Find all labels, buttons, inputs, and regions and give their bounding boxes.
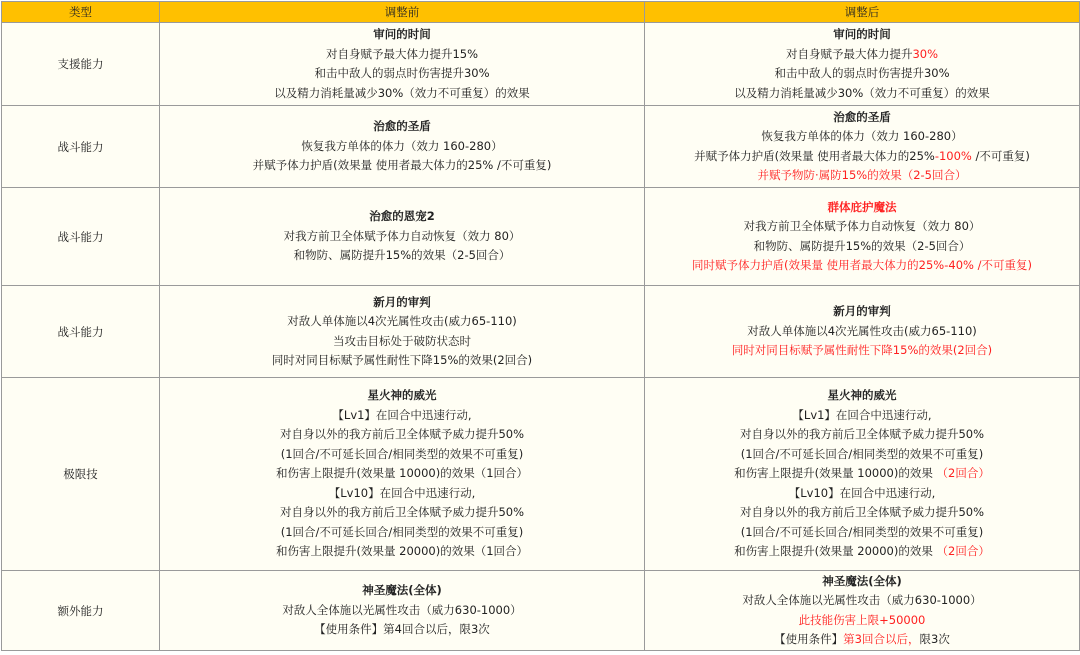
cell-after xyxy=(645,106,1080,188)
cell-type: 额外能力 xyxy=(2,571,160,651)
text-line xyxy=(164,332,640,352)
text-line xyxy=(164,293,640,313)
text-segment: 和物防、属防提升15%的效果（2-5回合） xyxy=(293,248,511,263)
text-line xyxy=(164,156,640,176)
text-segment: 审问的时间 xyxy=(833,27,891,41)
text-segment: 和伤害上限提升(效果量 20000)的效果 xyxy=(734,544,937,559)
text-segment: 和伤害上限提升(效果量 10000)的效果（1回合） xyxy=(275,466,529,481)
text-line xyxy=(164,246,640,266)
text-segment: 和伤害上限提升(效果量 10000)的效果 xyxy=(734,466,937,481)
text-segment: 治愈的圣盾 xyxy=(833,109,891,124)
text-segment: 【Lv1】在回合中迅速行动, xyxy=(332,407,472,422)
text-segment: 对我方前卫全体赋予体力自动恢复（效力 80） xyxy=(743,219,981,233)
text-segment: 审问的时间 xyxy=(373,27,431,41)
text-segment: 和物防、属防提升15%的效果（2-5回合） xyxy=(753,238,971,253)
text-line xyxy=(164,601,640,621)
text-segment: 对敌人全体施以光属性攻击（威力630-1000） xyxy=(282,602,522,617)
text-segment: 星火神的威光 xyxy=(367,388,437,403)
text-line xyxy=(649,217,1075,237)
text-line xyxy=(649,503,1075,523)
text-line xyxy=(649,45,1075,65)
header-type: 类型 xyxy=(2,2,160,23)
header-after: 调整后 xyxy=(645,2,1080,23)
cell-before xyxy=(160,571,645,651)
cell-type: 战斗能力 xyxy=(2,188,160,286)
text-line xyxy=(649,591,1075,611)
cell-type: 极限技 xyxy=(2,378,160,571)
text-segment: 治愈的圣盾 xyxy=(373,119,431,134)
text-segment: 并赋予物防·属防15%的效果（2-5回合） xyxy=(757,168,967,182)
text-line xyxy=(649,484,1075,504)
text-segment: 对自身以外的我方前后卫全体赋予威力提升50% xyxy=(279,505,525,520)
text-segment: 以及精力消耗量减少30%（效力不可重复）的效果 xyxy=(734,85,990,100)
text-line xyxy=(164,25,640,45)
text-line xyxy=(649,611,1075,631)
text-line xyxy=(649,445,1075,465)
text-line xyxy=(164,45,640,65)
text-segment: 神圣魔法(全体) xyxy=(362,583,442,598)
text-line xyxy=(649,630,1075,650)
text-line xyxy=(164,117,640,137)
text-line xyxy=(164,137,640,157)
cell-before xyxy=(160,286,645,378)
table-row xyxy=(2,106,1080,188)
text-segment: 神圣魔法(全体) xyxy=(822,573,902,588)
table-row xyxy=(2,571,1080,651)
text-line xyxy=(649,256,1075,276)
text-line xyxy=(649,147,1075,167)
text-segment: 同时赋予体力护盾(效果量 使用者最大体力的25%-40% /不可重复) xyxy=(692,258,1032,272)
text-segment: 并赋予体力护盾(效果量 使用者最大体力的25% xyxy=(694,148,935,163)
text-segment: （2回合） xyxy=(936,466,990,481)
text-line xyxy=(649,523,1075,543)
text-segment: 对敌人全体施以光属性攻击（威力630-1000） xyxy=(742,593,982,607)
text-segment: 【Lv10】在回合中迅速行动, xyxy=(328,485,476,500)
text-segment: 治愈的恩宠2 xyxy=(369,209,435,224)
text-line xyxy=(164,207,640,227)
text-line xyxy=(164,523,640,543)
cell-type: 支援能力 xyxy=(2,23,160,106)
text-segment: 此技能伤害上限+50000 xyxy=(798,612,926,627)
text-segment: 对自身以外的我方前后卫全体赋予威力提升50% xyxy=(739,427,985,442)
table-row xyxy=(2,286,1080,378)
text-segment: 以及精力消耗量减少30%（效力不可重复）的效果 xyxy=(274,85,530,100)
cell-after xyxy=(645,378,1080,571)
text-segment: 限3次 xyxy=(919,632,950,646)
text-line xyxy=(164,84,640,104)
text-line xyxy=(649,406,1075,426)
text-segment: 对自身以外的我方前后卫全体赋予威力提升50% xyxy=(279,427,525,442)
text-segment: 并赋予体力护盾(效果量 使用者最大体力的25% /不可重复) xyxy=(252,158,552,173)
cell-type: 战斗能力 xyxy=(2,286,160,378)
text-line xyxy=(649,198,1075,218)
text-segment: (1回合/不可延长回合/相同类型的效果不可重复) xyxy=(280,524,524,539)
text-segment: 新月的审判 xyxy=(833,304,891,319)
text-line xyxy=(164,542,640,562)
text-segment: 30% xyxy=(912,46,939,61)
text-line xyxy=(649,341,1075,361)
text-segment: 群体庇护魔法 xyxy=(827,199,897,214)
text-segment: 新月的审判 xyxy=(373,294,431,309)
text-segment: /不可重复) xyxy=(971,148,1030,163)
text-line xyxy=(649,302,1075,322)
text-segment: 恢复我方单体的体力（效力 160-280） xyxy=(301,138,503,153)
text-segment: 对敌人单体施以4次光属性攻击(威力65-110) xyxy=(747,323,977,338)
text-line xyxy=(164,445,640,465)
text-segment: 对自身以外的我方前后卫全体赋予威力提升50% xyxy=(739,505,985,520)
text-line xyxy=(164,581,640,601)
text-line xyxy=(164,484,640,504)
table-row xyxy=(2,378,1080,571)
text-line xyxy=(164,503,640,523)
cell-before xyxy=(160,188,645,286)
text-segment: (1回合/不可延长回合/相同类型的效果不可重复) xyxy=(740,446,984,461)
text-segment: 同时对同目标赋予属性耐性下降15%的效果(2回合) xyxy=(271,353,533,367)
text-segment: (1回合/不可延长回合/相同类型的效果不可重复) xyxy=(740,524,984,539)
text-segment: -100% xyxy=(934,148,972,163)
text-segment: （2回合） xyxy=(936,544,990,559)
text-line xyxy=(164,406,640,426)
cell-after xyxy=(645,286,1080,378)
text-line xyxy=(649,425,1075,445)
text-segment: 对自身赋予最大体力提升15% xyxy=(325,46,479,61)
text-line xyxy=(164,425,640,445)
text-segment: 第3回合以后， xyxy=(843,632,920,646)
text-line xyxy=(164,351,640,371)
text-line xyxy=(164,64,640,84)
text-segment: 和击中敌人的弱点时伤害提升30% xyxy=(314,66,490,80)
text-segment: 对敌人单体施以4次光属性攻击(威力65-110) xyxy=(287,314,517,328)
text-segment: 【使用条件】 xyxy=(774,632,844,646)
text-segment: 对我方前卫全体赋予体力自动恢复（效力 80） xyxy=(283,228,521,243)
text-line xyxy=(164,312,640,332)
cell-before xyxy=(160,106,645,188)
text-segment: 和击中敌人的弱点时伤害提升30% xyxy=(774,66,950,80)
cell-after xyxy=(645,188,1080,286)
text-line xyxy=(649,64,1075,84)
text-line xyxy=(164,620,640,640)
text-line xyxy=(649,127,1075,147)
text-line xyxy=(649,25,1075,45)
table-row xyxy=(2,188,1080,286)
table-row xyxy=(2,23,1080,106)
text-segment: 当攻击目标处于破防状态时 xyxy=(333,333,471,348)
text-segment: (1回合/不可延长回合/相同类型的效果不可重复) xyxy=(280,446,524,461)
text-line xyxy=(649,166,1075,186)
text-segment: 和伤害上限提升(效果量 20000)的效果（1回合） xyxy=(275,544,529,559)
text-line xyxy=(164,464,640,484)
text-segment: 同时对同目标赋予属性耐性下降15%的效果(2回合) xyxy=(731,343,993,358)
header-row xyxy=(2,2,1080,23)
text-line xyxy=(649,237,1075,257)
text-line xyxy=(649,464,1075,484)
text-segment: 对自身赋予最大体力提升 xyxy=(785,46,913,61)
cell-before xyxy=(160,23,645,106)
text-line xyxy=(649,386,1075,406)
text-line xyxy=(649,108,1075,128)
text-line xyxy=(164,227,640,247)
text-line xyxy=(649,322,1075,342)
table-body xyxy=(2,23,1080,651)
text-segment: 星火神的威光 xyxy=(827,388,897,403)
text-line xyxy=(164,386,640,406)
cell-after xyxy=(645,571,1080,651)
text-segment: 【Lv10】在回合中迅速行动, xyxy=(788,485,936,500)
text-line xyxy=(649,542,1075,562)
text-segment: 【使用条件】第4回合以后，限3次 xyxy=(314,622,490,637)
text-segment: 【Lv1】在回合中迅速行动, xyxy=(792,407,932,422)
header-before: 调整前 xyxy=(160,2,645,23)
text-line xyxy=(649,84,1075,104)
skill-adjustment-table xyxy=(1,1,1080,651)
cell-after xyxy=(645,23,1080,106)
cell-before xyxy=(160,378,645,571)
text-line xyxy=(649,572,1075,592)
cell-type: 战斗能力 xyxy=(2,106,160,188)
text-segment: 恢复我方单体的体力（效力 160-280） xyxy=(761,129,963,143)
